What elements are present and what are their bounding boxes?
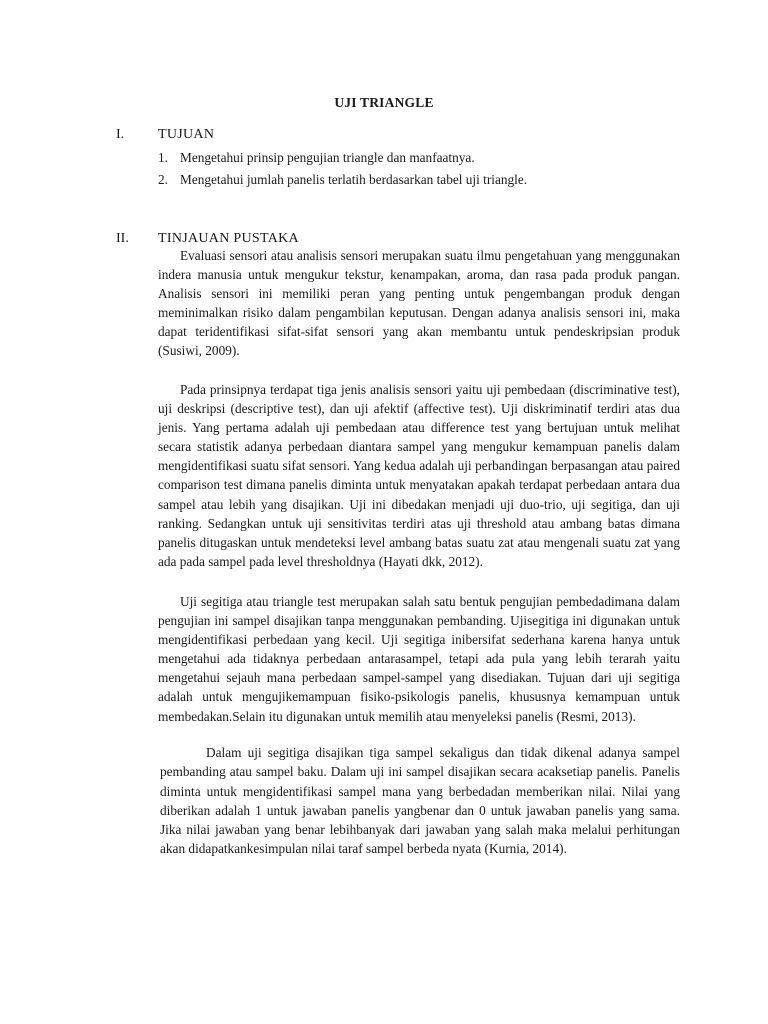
list-item-text: Mengetahui prinsip pengujian triangle dan manfaatnya. bbox=[180, 150, 475, 165]
section-number-2: II. bbox=[116, 231, 129, 246]
list-item-text: Mengetahui jumlah panelis terlatih berdasarkan tabel uji triangle. bbox=[180, 172, 528, 187]
document-title: UJI TRIANGLE bbox=[334, 95, 434, 110]
list-item bbox=[158, 169, 678, 191]
list-item-number: 1. bbox=[158, 150, 168, 165]
paragraph-2: Pada prinsipnya terdapat tiga jenis analisis sensori yaitu uji pembedaan (discriminative test), uji deskripsi (descriptive test), dan uji afektif (affective test). Uji diskriminatif terdiri atas dua jenis. Yang pertama adalah uji pembedaan atau difference test yang bertujuan untuk melihat secara statistik adanya perbedaan diantara sampel yang mengukur kemampuan panelis dalam mengidentifikasi suatu sifat sensori. Yang kedua adalah uji perbandingan berpasangan atau paired comparison test dimana panelis diminta untuk menyatakan apakah terdapat perbedaan antara dua sampel atau lebih yang disajikan. Uji ini dibedakan menjadi uji duo-trio, uji segitiga, dan uji ranking. Sedangkan untuk uji sensitivitas terdiri atas uji threshold atau ambang batas dimana panelis ditugaskan untuk mendeteksi level ambang batas suatu zat atau mengenali suatu zat yang ada pada sampel pada level thresholdnya (Hayati dkk, 2012). bbox=[158, 382, 680, 569]
paragraph-1: Evaluasi sensori atau analisis sensori merupakan suatu ilmu pengetahuan yang menggunakan indera manusia untuk mengukur tekstur, kenampakan, aroma, dan rasa pada produk pangan. Analisis sensori ini memiliki peran yang penting untuk pengembangan produk dengan meminimalkan risiko dalam pengambilan keputusan. Dengan adanya analisis sensori ini, maka dapat teridentifikasi sifat-sifat sensori yang akan membantu untuk pendeskripsian produk (Susiwi, 2009). bbox=[158, 248, 680, 359]
section-heading-tinjauan-pustaka: TINJAUAN PUSTAKA bbox=[158, 231, 299, 246]
list-item-number: 2. bbox=[158, 172, 168, 187]
section-heading-tujuan: TUJUAN bbox=[158, 127, 215, 142]
paragraph-4: Dalam uji segitiga disajikan tiga sampel sekaligus dan tidak dikenal adanya sampel pembanding atau sampel baku. Dalam uji ini sampel disajikan secara acaksetiap panelis. Panelis diminta untuk mengidentifikasi sampel mana yang berbedadan memberikan nilai. Nilai yang diberikan adalah 1 untuk jawaban panelis yangbenar dan 0 untuk jawaban panelis yang sama. Jika nilai jawaban yang benar lebihbanyak dari jawaban yang salah maka melalui perhitungan akan didapatkankesimpulan nilai taraf sampel berbeda nyata (Kurnia, 2014). bbox=[160, 745, 680, 857]
section-number-1: I. bbox=[116, 127, 125, 142]
tujuan-list bbox=[158, 147, 678, 191]
list-item bbox=[158, 147, 678, 169]
paragraph-3: Uji segitiga atau triangle test merupakan salah satu bentuk pengujian pembedadimana dalam pengujian ini sampel disajikan tanpa menggunakan pembanding. Ujisegitiga ini digunakan untuk mengidentifikasi perbedaan yang kecil. Uji segitiga inibersifat sederhana karena hanya untuk mengetahui ada tidaknya perbedaan antarasampel, tetapi ada pula yang lebih terarah yaitu mengetahui sejauh mana perbedaan sampel-sampel yang disediakan. Tujuan dari uji segitiga adalah untuk mengujikemampuan fisiko-psikologis panelis, khususnya kemampuan untuk membedakan.Selain itu digunakan untuk memilih atau menyeleksi panelis (Resmi, 2013). bbox=[158, 594, 680, 724]
